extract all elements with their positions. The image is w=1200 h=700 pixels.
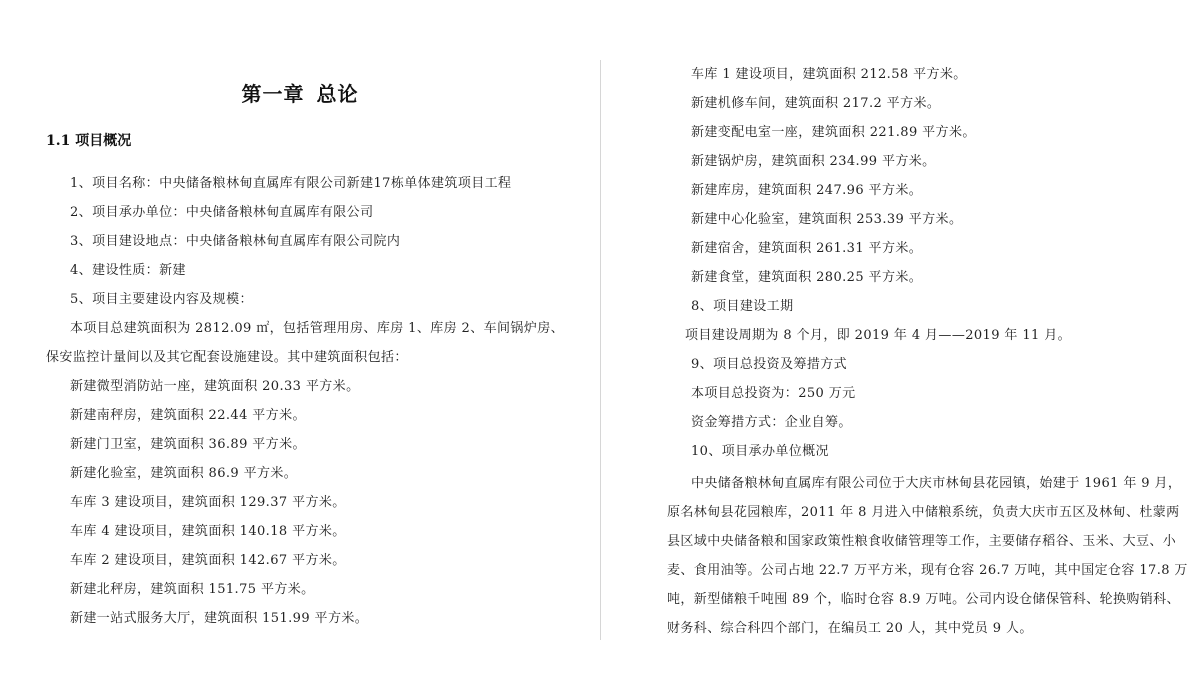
paragraph-line: 新建北秤房，建筑面积 151.75 平方米。 — [70, 582, 315, 597]
paragraph-line: 财务科、综合科四个部门，在编员工 20 人，其中党员 9 人。 — [667, 621, 1033, 636]
paragraph-line: 中央储备粮林甸直属库有限公司位于大庆市林甸县花园镇，始建于 1961 年 9 月， — [691, 476, 1182, 491]
paragraph-line: 新建中心化验室，建筑面积 253.39 平方米。 — [691, 212, 963, 227]
paragraph-line: 原名林甸县花园粮库，2011 年 8 月进入中储粮系统，负责大庆市五区及林甸、杜蒙两 — [667, 505, 1180, 520]
paragraph-line: 5、项目主要建设内容及规模： — [70, 292, 253, 307]
paragraph-line: 保安监控计量间以及其它配套设施建设。其中建筑面积包括： — [46, 350, 408, 365]
paragraph-line: 新建食堂，建筑面积 280.25 平方米。 — [691, 270, 923, 285]
paragraph-line: 新建门卫室，建筑面积 36.89 平方米。 — [70, 437, 306, 452]
paragraph-line: 新建库房，建筑面积 247.96 平方米。 — [691, 183, 923, 198]
chapter-name: 总论 — [316, 82, 359, 106]
paragraph-line: 新建一站式服务大厅，建筑面积 151.99 平方米。 — [70, 611, 369, 626]
paragraph-line: 新建宿舍，建筑面积 261.31 平方米。 — [691, 241, 923, 256]
paragraph-line: 新建变配电室一座，建筑面积 221.89 平方米。 — [691, 125, 976, 140]
chapter-title — [0, 80, 600, 108]
paragraph-line: 新建化验室，建筑面积 86.9 平方米。 — [70, 466, 298, 481]
paragraph-line: 4、建设性质：新建 — [70, 263, 186, 278]
paragraph-line: 10、项目承办单位概况 — [691, 444, 829, 459]
paragraph-line: 3、项目建设地点：中央储备粮林甸直属库有限公司院内 — [70, 234, 401, 249]
paragraph-line: 8、项目建设工期 — [691, 299, 794, 314]
paragraph-line: 新建微型消防站一座，建筑面积 20.33 平方米。 — [70, 379, 360, 394]
paragraph-line: 车库 1 建设项目，建筑面积 212.58 平方米。 — [691, 67, 967, 82]
paragraph-line: 资金筹措方式：企业自筹。 — [691, 415, 852, 430]
document-page-right — [601, 0, 1200, 700]
paragraph-line: 县区域中央储备粮和国家政策性粮食收储管理等工作，主要储存稻谷、玉米、大豆、小 — [667, 534, 1177, 549]
paragraph-line: 项目建设周期为 8 个月，即 2019 年 4 月——2019 年 11 月。 — [685, 328, 1072, 343]
chapter-number: 第一章 — [241, 82, 305, 106]
paragraph-line: 新建锅炉房，建筑面积 234.99 平方米。 — [691, 154, 936, 169]
paragraph-line: 车库 4 建设项目，建筑面积 140.18 平方米。 — [70, 524, 346, 539]
paragraph-line: 本项目总建筑面积为 2812.09 ㎡，包括管理用房、库房 1、库房 2、车间锅炉房、 — [70, 321, 565, 336]
paragraph-line: 2、项目承办单位：中央储备粮林甸直属库有限公司 — [70, 205, 374, 220]
paragraph-line: 车库 2 建设项目，建筑面积 142.67 平方米。 — [70, 553, 346, 568]
paragraph-line: 9、项目总投资及筹措方式 — [691, 357, 848, 372]
paragraph-line: 车库 3 建设项目，建筑面积 129.37 平方米。 — [70, 495, 346, 510]
paragraph-line: 麦、食用油等。公司占地 22.7 万平方米，现有仓容 26.7 万吨，其中国定仓容 17.8 万 — [667, 563, 1188, 578]
section-heading: 1.1 项目概况 — [46, 133, 132, 149]
paragraph-line: 吨，新型储粮千吨囤 89 个，临时仓容 8.9 万吨。公司内设仓储保管科、轮换购销科、 — [667, 592, 1180, 607]
paragraph-line: 新建机修车间，建筑面积 217.2 平方米。 — [691, 96, 941, 111]
paragraph-line: 1、项目名称：中央储备粮林甸直属库有限公司新建17栋单体建筑项目工程 — [70, 176, 512, 191]
paragraph-line: 新建南秤房，建筑面积 22.44 平方米。 — [70, 408, 306, 423]
paragraph-line: 本项目总投资为：250 万元 — [691, 386, 856, 401]
